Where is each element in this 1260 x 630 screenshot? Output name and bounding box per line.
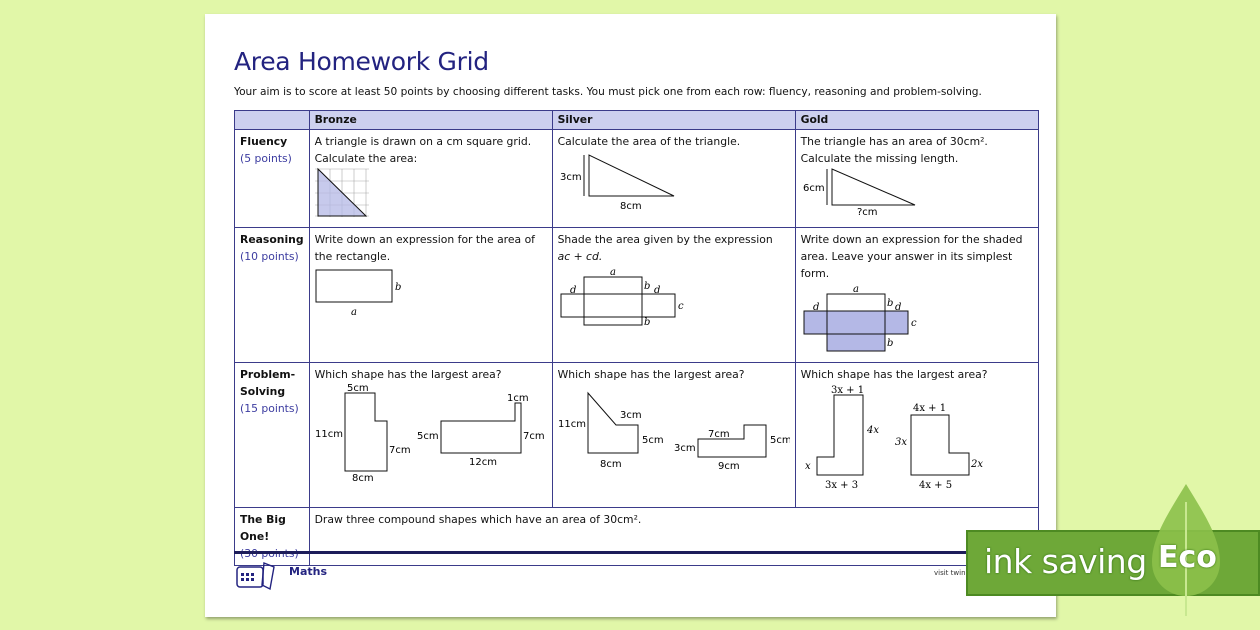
- task-cell[interactable]: [309, 130, 552, 228]
- task-cell[interactable]: [552, 228, 795, 363]
- task-cell[interactable]: [309, 508, 1038, 566]
- visit-link[interactable]: visit twin: [934, 569, 966, 577]
- task-cell[interactable]: [795, 363, 1038, 508]
- grid-triangle-diagram: [315, 167, 375, 217]
- row-points: (15 points): [240, 402, 299, 415]
- task-cell[interactable]: [309, 228, 552, 363]
- compound-shapes-diagram: [558, 383, 790, 483]
- svg-text:3cm: 3cm: [673, 443, 696, 454]
- svg-text:d: d: [653, 285, 660, 296]
- header-gold: Gold: [795, 111, 1038, 130]
- row-label: The Big One!: [240, 513, 286, 543]
- task-text: Which shape has the largest area?: [800, 368, 988, 381]
- svg-text:7cm: 7cm: [388, 445, 411, 456]
- task-text: A triangle is drawn on a cm square grid. Calculate the area:: [314, 135, 532, 165]
- svg-text:9cm: 9cm: [717, 461, 740, 472]
- task-cell[interactable]: [552, 130, 795, 228]
- task-text: Which shape has the largest area?: [557, 368, 745, 381]
- svg-text:4x: 4x: [866, 425, 879, 436]
- eco-label: Eco: [1158, 540, 1217, 575]
- row-label: Fluency: [240, 135, 288, 148]
- svg-text:5cm: 5cm: [641, 435, 664, 446]
- header-silver: Silver: [552, 111, 795, 130]
- triangle-diagram: [801, 167, 961, 215]
- homework-grid: [234, 110, 1039, 566]
- task-text: Write down an expression for the shaded area. Leave your answer in its simplest form.: [800, 233, 1023, 280]
- svg-text:8cm: 8cm: [599, 459, 622, 470]
- svg-text:11cm: 11cm: [557, 419, 586, 430]
- row-big-one: [235, 508, 1039, 566]
- svg-text:7cm: 7cm: [707, 429, 730, 440]
- task-cell[interactable]: [309, 363, 552, 508]
- header-blank: [235, 111, 310, 130]
- svg-text:12cm: 12cm: [468, 457, 497, 468]
- task-cell[interactable]: [795, 228, 1038, 363]
- svg-text:a: a: [852, 284, 859, 295]
- algebraic-shapes-diagram: [801, 383, 1033, 493]
- svg-text:d: d: [812, 302, 819, 313]
- row-fluency: [235, 130, 1039, 228]
- svg-text:3cm: 3cm: [619, 410, 642, 421]
- svg-text:5cm: 5cm: [769, 435, 790, 446]
- row-problem-solving: [235, 363, 1039, 508]
- svg-text:3cm: 3cm: [559, 172, 582, 183]
- svg-text:6cm: 6cm: [802, 183, 825, 194]
- header-bronze: Bronze: [309, 111, 552, 130]
- svg-text:1cm: 1cm: [506, 393, 529, 404]
- svg-text:d: d: [894, 302, 901, 313]
- row-points: (10 points): [240, 250, 299, 263]
- svg-text:3x + 1: 3x + 1: [830, 385, 864, 396]
- task-text: Shade the area given by the expression ac + cd.: [557, 233, 773, 263]
- svg-text:11cm: 11cm: [314, 429, 343, 440]
- svg-text:4x + 5: 4x + 5: [918, 480, 952, 491]
- footer-divider: [234, 551, 1027, 554]
- worksheet-page: [205, 14, 1056, 617]
- svg-text:b: b: [643, 281, 650, 292]
- svg-text:c: c: [677, 301, 684, 312]
- svg-text:b: b: [394, 282, 401, 293]
- svg-text:3x: 3x: [894, 437, 907, 448]
- svg-text:a: a: [350, 307, 357, 317]
- svg-text:4x + 1: 4x + 1: [912, 403, 946, 414]
- svg-text:a: a: [609, 267, 616, 278]
- task-cell[interactable]: [795, 130, 1038, 228]
- maths-logo-icon: [234, 559, 284, 593]
- intro-text: Your aim is to score at least 50 points by choosing different tasks. You must pick one from each row: fluency, reasoning and problem-solving.: [234, 86, 982, 98]
- svg-text:x: x: [804, 461, 811, 472]
- rectangle-diagram: [315, 265, 435, 317]
- svg-text:d: d: [569, 285, 576, 296]
- row-points: (30 points): [240, 547, 299, 560]
- task-text: The triangle has an area of 30cm². Calculate the missing length.: [800, 135, 988, 165]
- task-cell[interactable]: [552, 363, 795, 508]
- svg-text:8cm: 8cm: [351, 473, 374, 483]
- svg-text:7cm: 7cm: [522, 431, 545, 442]
- svg-text:b: b: [886, 298, 893, 309]
- task-text: Draw three compound shapes which have an area of 30cm².: [314, 513, 642, 526]
- triangle-diagram: [558, 150, 718, 212]
- task-text: Calculate the area of the triangle.: [557, 135, 741, 148]
- svg-text:5cm: 5cm: [416, 431, 439, 442]
- svg-text:?cm: ?cm: [856, 207, 878, 215]
- svg-text:b: b: [643, 317, 650, 327]
- row-reasoning: [235, 228, 1039, 363]
- svg-text:2x: 2x: [970, 459, 983, 470]
- shaded-cross-diagram: [801, 282, 951, 354]
- svg-text:8cm: 8cm: [619, 201, 642, 212]
- svg-text:5cm: 5cm: [346, 383, 369, 394]
- page-title: Area Homework Grid: [234, 47, 489, 76]
- ink-saving-text: ink saving: [984, 542, 1147, 581]
- task-text: Write down an expression for the area of the rectangle.: [314, 233, 535, 263]
- row-label: Problem-Solving: [240, 368, 296, 398]
- row-points: (5 points): [240, 152, 292, 165]
- svg-text:3x + 3: 3x + 3: [824, 480, 858, 491]
- cross-diagram: [558, 265, 708, 327]
- row-label: Reasoning: [240, 233, 304, 246]
- subject-label: Maths: [289, 565, 328, 578]
- svg-text:b: b: [886, 338, 893, 349]
- compound-shapes-diagram: [315, 383, 547, 483]
- svg-text:c: c: [910, 318, 917, 329]
- header-row: [235, 111, 1039, 130]
- task-text: Which shape has the largest area?: [314, 368, 502, 381]
